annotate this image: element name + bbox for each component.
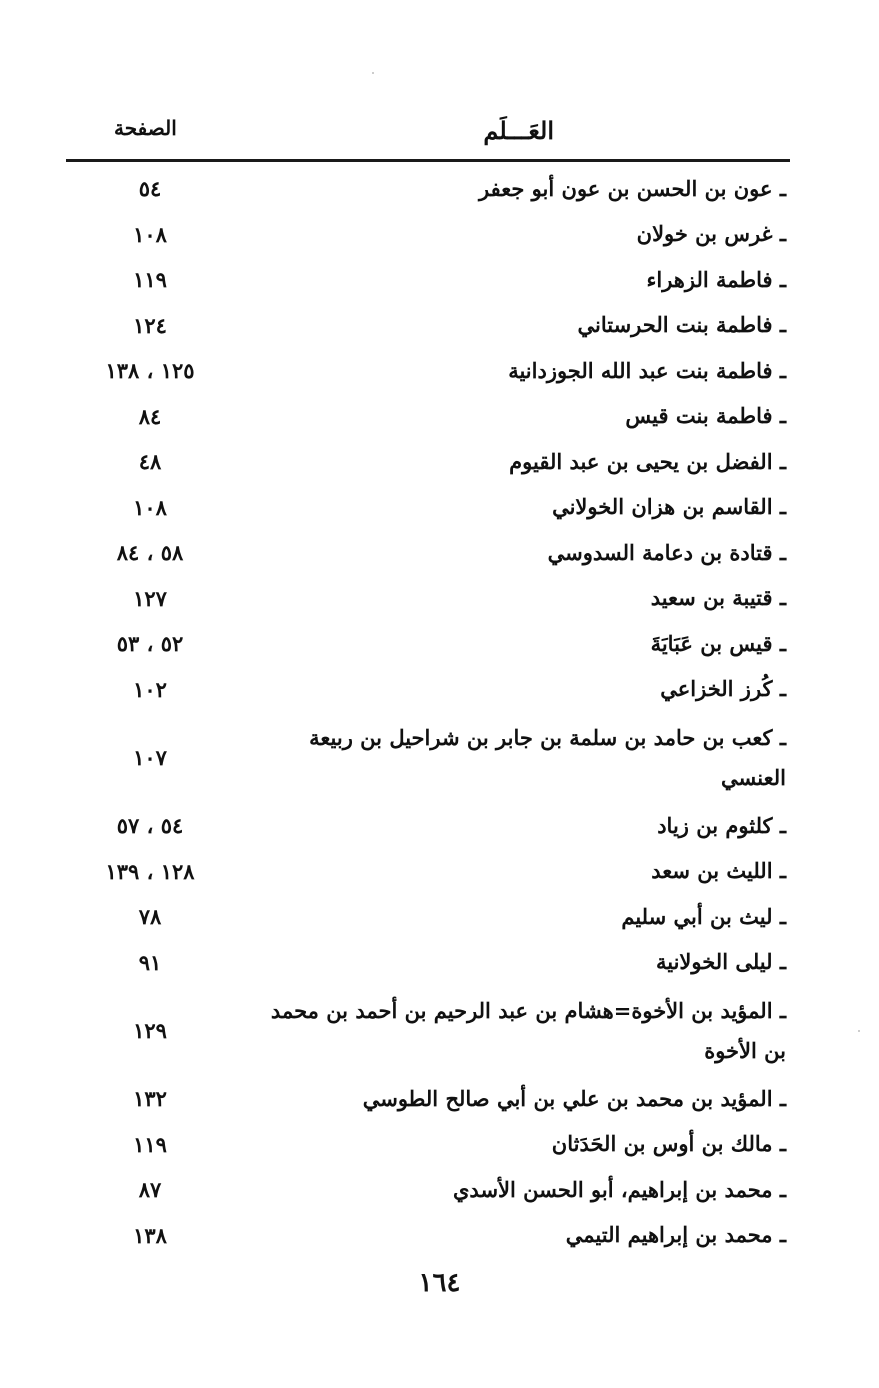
entry-name: ـ غرس بن خولان (636, 221, 786, 247)
entry-name: ـ كلثوم بن زياد (657, 812, 786, 838)
entry-name: ـ الفضل بن يحيى بن عبد القيوم (509, 448, 786, 474)
entry-pages: ١٢٤ (133, 312, 167, 338)
header-divider (66, 159, 790, 162)
index-entry (66, 303, 790, 349)
entry-pages: ١٣٨ (133, 1222, 167, 1248)
entry-pages: ٥٤ ، ٥٧ (116, 813, 184, 839)
entry-name: ـ المؤيد بن الأخوة=هشام بن عبد الرحيم بن أحمد بن محمد بن الأخوة (270, 997, 786, 1063)
entry-pages: ٩١ (138, 949, 162, 975)
entry-pages: ١١٩ (133, 267, 167, 293)
entry-pages: ٥٢ ، ٥٣ (116, 631, 184, 657)
index-entry (66, 212, 790, 258)
index-entry (66, 257, 790, 303)
index-entry (66, 348, 790, 394)
entry-name: ـ فاطمة بنت الحرستاني (577, 312, 786, 338)
scan-speck (372, 72, 374, 74)
entry-name: ـ كعب بن حامد بن سلمة بن جابر بن شراحيل بن ربيعة العنسي (309, 724, 786, 790)
entry-name: ـ قيس بن عَبَايَةَ (650, 630, 786, 656)
index-entry (66, 166, 790, 212)
index-entry (66, 1213, 790, 1259)
entry-name: ـ كُرز الخزاعي (660, 676, 786, 702)
entry-name: ـ فاطمة الزهراء (646, 266, 786, 292)
entry-pages: ٥٨ ، ٨٤ (116, 540, 184, 566)
entry-pages: ١١٩ (133, 1131, 167, 1157)
entry-name: ـ قتادة بن دعامة السدوسي (547, 539, 786, 565)
entry-name: ـ فاطمة بنت عبد الله الجوزدانية (508, 357, 786, 383)
scan-speck (858, 1030, 860, 1032)
entry-pages: ١٣٢ (133, 1086, 167, 1112)
entry-name: ـ الليث بن سعد (651, 858, 786, 884)
index-header (66, 108, 790, 152)
entry-name: ـ مالك بن أوس بن الحَدَثان (551, 1131, 786, 1157)
entry-pages: ١٠٢ (133, 676, 167, 702)
index-entry (66, 894, 790, 940)
entry-pages: ٨٤ (138, 403, 162, 429)
entry-name: ـ عون بن الحسن بن عون أبو جعفر (479, 175, 786, 201)
entry-name: ـ فاطمة بنت قيس (625, 403, 786, 429)
entry-name: ـ القاسم بن هزان الخولاني (552, 494, 786, 520)
entry-name: ـ المؤيد بن محمد بن علي بن أبي صالح الطوسي (362, 1085, 786, 1111)
entry-pages: ٧٨ (138, 904, 162, 930)
entry-pages: ١٢٨ ، ١٣٩ (105, 858, 195, 884)
page-number: ١٦٤ (418, 1268, 461, 1298)
index-entry (66, 803, 790, 849)
index-list (66, 166, 790, 1258)
entry-pages: ١٢٩ (133, 1018, 167, 1043)
entry-name: ـ محمد بن إبراهيم، أبو الحسن الأسدي (453, 1176, 786, 1202)
entry-name: ـ قتيبة بن سعيد (650, 585, 786, 611)
entry-name: ـ محمد بن إبراهيم التيمي (565, 1222, 786, 1248)
entry-pages: ٥٤ (138, 176, 162, 202)
index-entry (66, 485, 790, 531)
index-entry (66, 576, 790, 622)
entry-pages: ٤٨ (138, 449, 162, 475)
index-entry (66, 667, 790, 713)
entry-name: ـ ليلى الخولانية (655, 949, 786, 975)
index-entry (66, 394, 790, 440)
entry-name: ـ ليث بن أبي سليم (621, 903, 786, 929)
entry-pages: ١٠٧ (133, 745, 167, 770)
index-entry (66, 1167, 790, 1213)
index-entry (66, 712, 790, 803)
index-entry (66, 1122, 790, 1168)
index-entry (66, 530, 790, 576)
entry-pages: ١٢٥ ، ١٣٨ (105, 358, 195, 384)
entry-pages: ٨٧ (138, 1177, 162, 1203)
entry-pages: ١٠٨ (133, 494, 167, 520)
index-entry (66, 1076, 790, 1122)
entry-pages: ١٠٨ (133, 221, 167, 247)
entry-pages: ١٢٧ (133, 585, 167, 611)
index-entry (66, 849, 790, 895)
page-column-heading: الصفحة (114, 116, 177, 140)
index-entry (66, 940, 790, 986)
index-entry (66, 621, 790, 667)
index-entry (66, 439, 790, 485)
index-entry (66, 985, 790, 1076)
name-column-heading: العَـــلَم (483, 116, 554, 145)
